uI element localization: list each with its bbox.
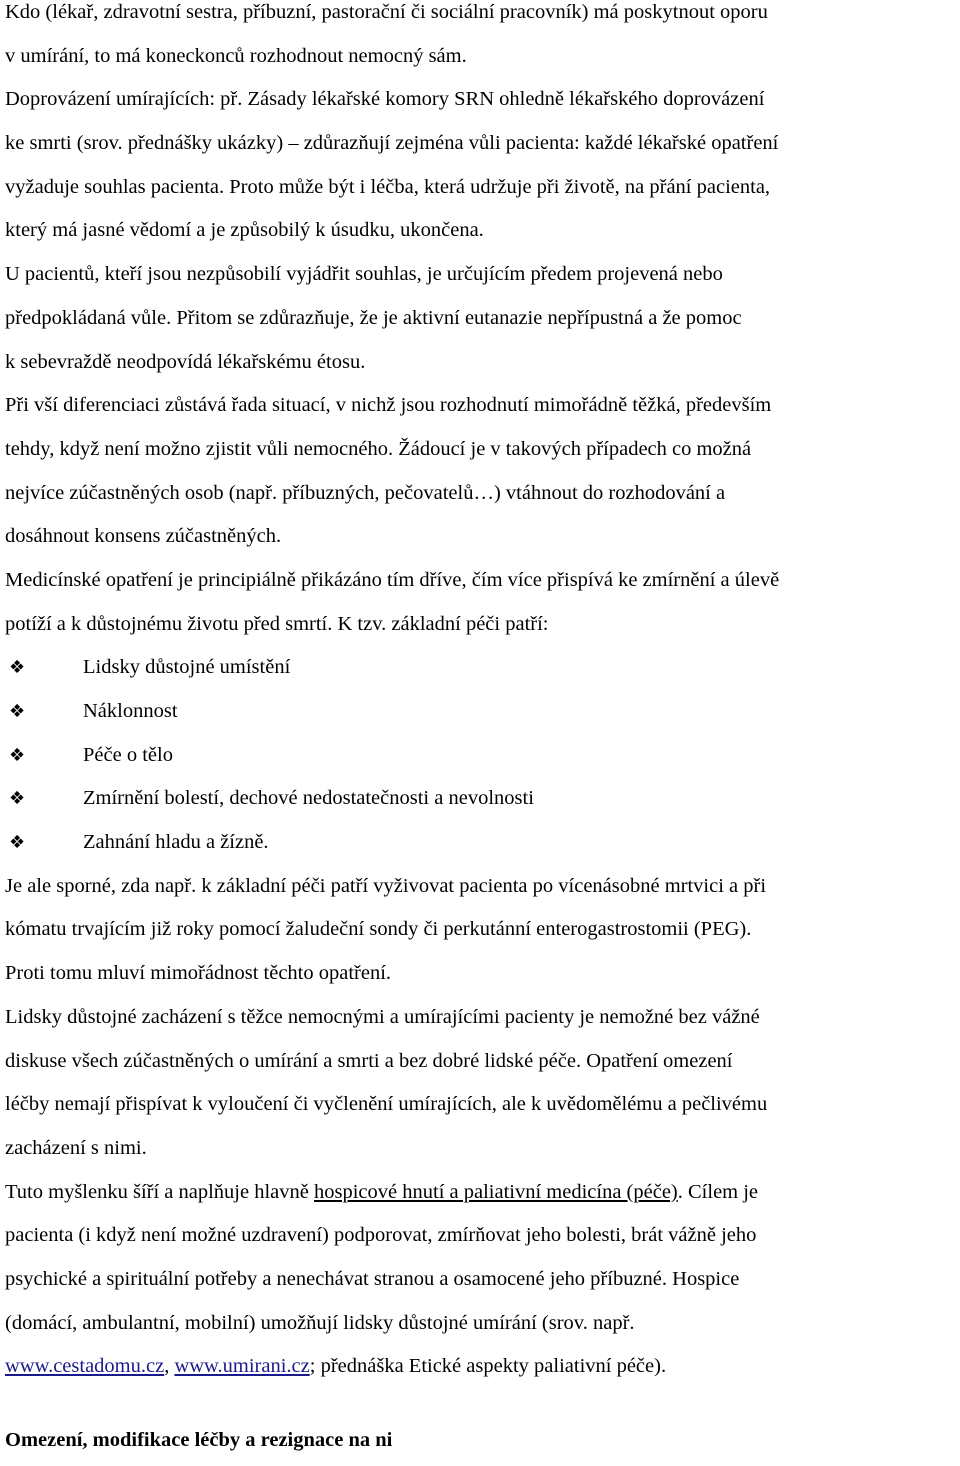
link-umirani[interactable]: www.umirani.cz: [174, 1355, 310, 1378]
bullet-list: [5, 646, 956, 864]
text-line: [5, 1345, 956, 1389]
list-item: [5, 646, 956, 690]
link-cestadomu[interactable]: www.cestadomu.cz: [5, 1355, 165, 1378]
underlined-phrase: hospicové hnutí a paliativní medicína (péče): [314, 1180, 678, 1203]
list-item: [5, 821, 956, 865]
paragraph-block-1: [5, 0, 956, 646]
text-line: zacházení s nimi.: [5, 1136, 147, 1159]
diamond-bullet-icon: ❖: [9, 788, 26, 810]
list-item: [5, 777, 956, 821]
list-item-text: Náklonnost: [83, 700, 178, 722]
text-line: Při vší diferenciaci zůstává řada situací, v nichž jsou rozhodnutí mimořádně těžká, především: [5, 394, 772, 417]
text-line: který má jasné vědomí a je způsobilý k úsudku, ukončena.: [5, 219, 484, 242]
text-line: Kdo (lékař, zdravotní sestra, příbuzní, pastorační či sociální pracovník) má poskytnout oporu: [5, 1, 768, 23]
text-line: U pacientů, kteří jsou nezpůsobilí vyjádřit souhlas, je určujícím předem projevená nebo: [5, 263, 723, 286]
text-line: psychické a spirituální potřeby a nenechávat stranou a osamocené jeho příbuzné. Hospice: [5, 1267, 740, 1290]
list-item-text: Péče o tělo: [83, 743, 173, 766]
text-segment: ; přednáška Etické aspekty paliativní péče).: [309, 1355, 667, 1378]
text-line: kómatu trvajícím již roky pomocí žaludeční sondy či perkutánní enterogastrostomii (PEG).: [5, 918, 752, 941]
text-line: předpokládaná vůle. Přitom se zdůrazňuje, že je aktivní eutanazie nepřípustná a že pomoc: [5, 306, 742, 329]
text-line: [5, 1171, 956, 1215]
list-item-text: Zmírnění bolestí, dechové nedostatečnosti a nevolnosti: [83, 787, 534, 810]
text-line: diskuse všech zúčastněných o umírání a smrti a bez dobré lidské péče. Opatření omezení: [5, 1049, 733, 1072]
text-line: Lidsky důstojné zacházení s těžce nemocnými a umírajícími pacienty je nemožné bez vážné: [5, 1005, 760, 1028]
text-segment: ,: [164, 1355, 175, 1378]
text-line: pacienta (i když není možné uzdravení) podporovat, zmírňovat jeho bolesti, brát vážně jeho: [5, 1224, 757, 1247]
list-item: [5, 690, 956, 734]
diamond-bullet-icon: ❖: [9, 701, 26, 722]
section-spacer: [5, 1389, 956, 1419]
text-segment: . Cílem je: [677, 1180, 759, 1203]
diamond-bullet-icon: ❖: [9, 657, 26, 679]
text-line: dosáhnout konsens zúčastněných.: [5, 525, 282, 548]
list-item: [5, 734, 956, 778]
text-line: nejvíce zúčastněných osob (např. příbuzných, pečovatelů…) vtáhnout do rozhodování a: [5, 481, 726, 504]
text-segment: Tuto myšlenku šíří a naplňuje hlavně: [5, 1180, 314, 1203]
paragraph-block-2: [5, 865, 956, 1171]
text-line: (domácí, ambulantní, mobilní) umožňují lidsky důstojné umírání (srov. např.: [5, 1311, 635, 1334]
text-line: Medicínské opatření je principiálně přikázáno tím dříve, čím více přispívá ke zmírnění a úlevě: [5, 568, 780, 591]
paragraph-block-3: [5, 1171, 956, 1389]
text-line: Proti tomu mluví mimořádnost těchto opatření.: [5, 962, 392, 985]
text-line: v umírání, to má koneckonců rozhodnout nemocný sám.: [5, 44, 467, 67]
text-line: k sebevraždě neodpovídá lékařskému étosu.: [5, 350, 366, 373]
text-line: potíží a k důstojnému životu před smrtí. K tzv. základní péči patří:: [5, 612, 549, 635]
text-line: vyžaduje souhlas pacienta. Proto může být i léčba, která udržuje při životě, na přání pacienta,: [5, 175, 771, 198]
text-line: Je ale sporné, zda např. k základní péči patří vyživovat pacienta po vícenásobné mrtvici a při: [5, 874, 767, 897]
section-heading: Omezení, modifikace léčby a rezignace na ni: [5, 1429, 393, 1451]
list-item-text: Lidsky důstojné umístění: [83, 656, 291, 679]
list-item-text: Zahnání hladu a žízně.: [83, 831, 269, 854]
diamond-bullet-icon: ❖: [9, 832, 26, 854]
text-line: ke smrti (srov. přednášky ukázky) – zdůrazňují zejména vůli pacienta: každé lékařské opatření: [5, 132, 779, 155]
diamond-bullet-icon: ❖: [9, 744, 26, 766]
text-line: léčby nemají přispívat k vyloučení či vyčlenění umírajících, ale k uvědomělému a pečlivému: [5, 1093, 768, 1116]
text-line: Doprovázení umírajících: př. Zásady lékařské komory SRN ohledně lékařského doprovázení: [5, 88, 765, 111]
text-line: tehdy, když není možno zjistit vůli nemocného. Žádoucí je v takových případech co možná: [5, 437, 752, 460]
